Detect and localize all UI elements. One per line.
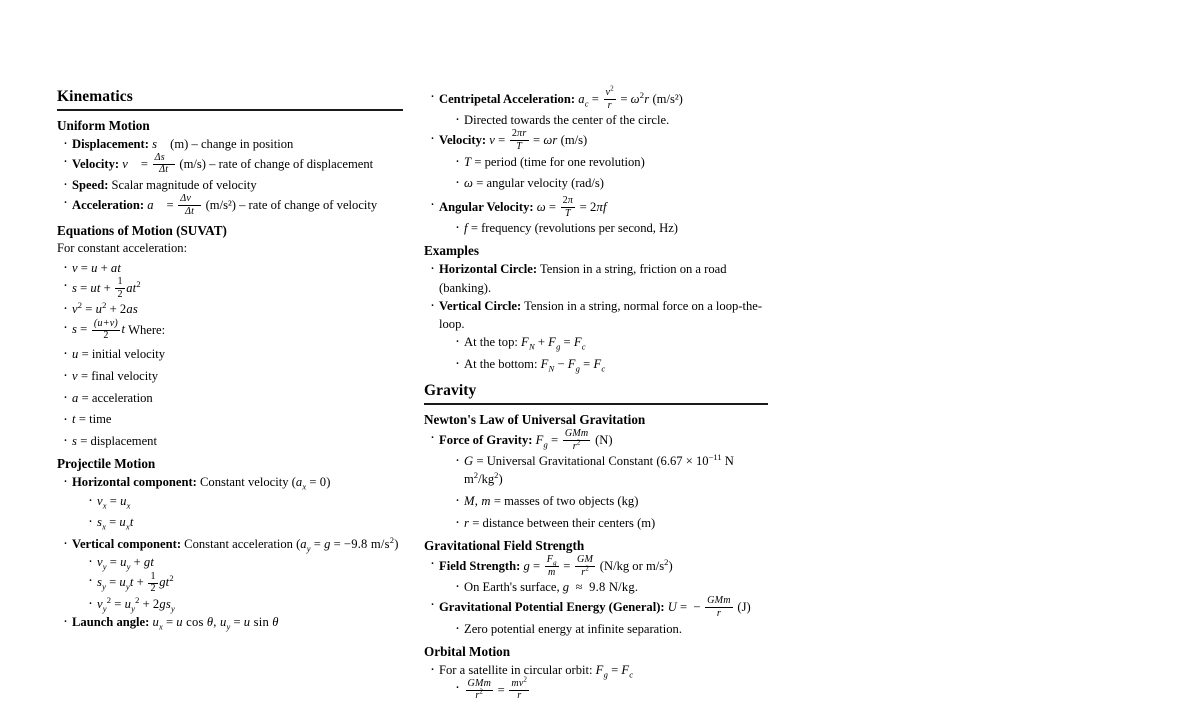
- label-at-the-top: At the top:: [464, 335, 518, 350]
- list-item: · Zero potential energy at infinite separation.: [455, 620, 768, 638]
- definition-angular-velocity: = angular velocity (rad/s): [476, 176, 604, 191]
- list-item: [455, 174, 768, 192]
- equation-at-the-bottom: $F_N - F_g = F_c$: [540, 357, 606, 374]
- text-satellite-orbit: For a satellite in circular orbit: $F_g = F_c$: [439, 662, 634, 680]
- list-item: [63, 345, 403, 363]
- right-column: [424, 85, 768, 702]
- definition-period: = period (time for one revolution): [474, 154, 645, 169]
- symbol-r: r: [464, 515, 470, 530]
- left-column: [57, 88, 403, 631]
- symbol-a: a: [72, 390, 79, 405]
- list-item: [455, 578, 768, 596]
- orbital-equation-list: [455, 676, 768, 702]
- symbol-angular-velocity: ω: [464, 176, 474, 191]
- term-field-strength: Field Strength:: [439, 558, 521, 573]
- equation-launch-angle: $u_x = u$ cos θ, $u_y = u$ sin θ: [152, 614, 279, 632]
- list-item: [63, 389, 403, 407]
- symbol-t: t: [72, 412, 76, 427]
- definition-s: = displacement: [80, 434, 157, 449]
- symbol-period: T: [464, 154, 472, 169]
- unit-gravitational-potential-energy: (J): [737, 600, 751, 615]
- list-item: [63, 432, 403, 450]
- symbol-v: v: [72, 368, 78, 383]
- uniform-motion-list: [63, 135, 403, 218]
- list-item: [88, 553, 403, 571]
- list-item: [455, 355, 768, 373]
- list-item: [455, 333, 768, 351]
- vertical-circle-conditions: [455, 333, 768, 373]
- unit-circular-velocity: (m/s): [560, 133, 588, 148]
- term-acceleration: Acceleration:: [72, 198, 145, 213]
- field-strength-note-list: [455, 578, 768, 596]
- equation-at-the-top: $F_N + F_g = F_c$: [521, 335, 586, 352]
- list-item: [455, 492, 768, 510]
- suvat-lead-text: For constant acceleration:: [57, 241, 188, 256]
- symbol-s: s: [72, 434, 78, 449]
- projectile-list: [63, 473, 403, 631]
- term-horizontal-circle: Horizontal Circle:: [439, 262, 538, 277]
- list-item: [63, 194, 403, 217]
- term-vertical-component: Vertical component:: [72, 537, 182, 552]
- symbol-frequency: f: [464, 221, 468, 236]
- section-heading-projectile-motion: Projectile Motion: [57, 456, 156, 472]
- field-strength-list: [430, 555, 768, 638]
- text-acceleration: (m/s²) – rate of change of velocity: [205, 198, 378, 213]
- list-item: · Directed towards the center of the circle.: [455, 111, 768, 129]
- equation-suvat-4: s = $\frac{(u+v)}{2}$ t: [72, 317, 126, 342]
- term-velocity: Velocity:: [72, 156, 120, 171]
- section-heading-field-strength: Gravitational Field Strength: [424, 538, 585, 554]
- list-item: [430, 297, 768, 374]
- list-item: [455, 219, 768, 237]
- symbol-G: G: [464, 454, 474, 469]
- unit-centripetal-acceleration: (m/s²): [652, 91, 683, 106]
- examples-list: [430, 260, 768, 373]
- math-field-strength: g = $\frac{F_g}{m}$ = $\frac{GM}{r^2}$: [523, 553, 594, 578]
- definition-r: = distance between their centers (m): [472, 515, 656, 530]
- equation-orbital: · $\frac{\text{GMm}}{r^2}$ = $\frac{mv^2}{r}$: [467, 676, 528, 702]
- centripetal-note-list: [455, 111, 768, 129]
- math-acceleration: a⃗ = $\frac{\Delta v⃗}{\Delta t}$: [147, 193, 199, 217]
- term-launch-angle: Launch angle:: [72, 614, 150, 629]
- list-item: [430, 85, 768, 129]
- term-circular-velocity: Velocity:: [439, 133, 487, 148]
- circular-motion-list: [430, 85, 768, 237]
- gpe-note-list: [455, 620, 768, 638]
- text-speed: Scalar magnitude of velocity: [111, 178, 257, 193]
- text-where: Where:: [128, 322, 166, 337]
- text-displacement: (m) – change in position: [170, 136, 294, 151]
- list-item: [63, 535, 403, 613]
- list-item: [88, 513, 403, 531]
- definition-G: = Universal Gravitational Constant ($6.67 \times 10^{-11}$ N $m^2/kg^2$): [464, 451, 734, 487]
- list-item: [63, 135, 403, 153]
- definition-a: = acceleration: [81, 390, 153, 405]
- section-heading-suvat: Equations of Motion (SUVAT): [57, 223, 227, 239]
- list-item: [63, 300, 403, 318]
- list-item: [430, 555, 768, 596]
- list-item: [430, 596, 768, 637]
- list-item: [88, 572, 403, 595]
- text-horizontal-component: Constant velocity $(a_x = 0)$: [200, 475, 331, 492]
- math-circular-velocity: v = $\frac{2\pi r}{T}$ = ωr: [489, 128, 558, 152]
- list-item: [63, 259, 403, 277]
- list-item: [63, 176, 403, 194]
- math-angular-velocity: ω = $\frac{2\pi}{T}$ = 2πf: [536, 195, 607, 219]
- section-heading-newtons-law: Newton's Law of Universal Gravitation: [424, 412, 646, 428]
- unit-force-of-gravity: (N): [595, 432, 613, 447]
- symbol-u: u: [72, 347, 79, 362]
- page-title-gravity: Gravity: [424, 382, 477, 400]
- list-item: [430, 661, 768, 702]
- definition-t: = time: [78, 412, 112, 427]
- list-item: [88, 595, 403, 613]
- list-item: [455, 676, 768, 702]
- equation-suvat-2: s = ut + $\frac{1}{2}$ $at^2$: [72, 276, 141, 300]
- list-item: [63, 410, 403, 428]
- list-item: [88, 492, 403, 510]
- list-item: [430, 196, 768, 237]
- title-rule-kinematics: [57, 109, 403, 111]
- unit-field-strength: (N/kg or $m/s^2$): [599, 556, 673, 573]
- newtons-law-list: [430, 429, 768, 532]
- list-item: [430, 429, 768, 532]
- vertical-equations: [88, 553, 403, 613]
- definition-masses: = masses of two objects (kg): [493, 494, 639, 509]
- definition-frequency: = frequency (revolutions per second, Hz): [470, 221, 678, 236]
- text-velocity: (m/s) – rate of change of displacement: [179, 156, 374, 171]
- section-heading-orbital-motion: Orbital Motion: [424, 643, 511, 659]
- list-item: [63, 153, 403, 176]
- list-item: [63, 319, 403, 342]
- term-centripetal-acceleration: Centripetal Acceleration:: [439, 91, 576, 106]
- newtons-law-definitions: [455, 452, 768, 532]
- term-speed: Speed:: [72, 178, 109, 193]
- horizontal-equations: [88, 492, 403, 532]
- list-item: [455, 153, 768, 171]
- math-centripetal-acceleration: $a_c$ = $\frac{v^2}{r}$ = $\omega^2r$: [578, 85, 650, 111]
- term-displacement: Displacement:: [72, 136, 149, 151]
- definition-u: = initial velocity: [81, 347, 166, 362]
- page-title-kinematics: Kinematics: [57, 88, 133, 105]
- suvat-equation-list: [63, 259, 403, 451]
- list-item: [430, 260, 768, 297]
- frequency-definition-list: [455, 219, 768, 237]
- equation-suvat-3: $v^2 = u^2 + 2as$: [72, 300, 138, 317]
- term-force-of-gravity: Force of Gravity:: [439, 432, 533, 447]
- term-vertical-circle: Vertical Circle:: [439, 298, 522, 313]
- list-item: [63, 277, 403, 300]
- math-gravitational-potential-energy: U = − $\frac{\text{GMm}}{r}$: [667, 595, 731, 619]
- orbital-motion-list: [430, 661, 768, 702]
- definition-v: = final velocity: [80, 368, 158, 383]
- text-vertical-circle: Tension in a string, normal force on a loop-the-loop.: [439, 298, 763, 332]
- section-heading-examples: Examples: [424, 243, 479, 259]
- term-horizontal-component: Horizontal component:: [72, 475, 197, 490]
- list-item: [455, 514, 768, 532]
- equation-vy-squared: $v_y^2 = u_y^2 + 2gs_y$: [97, 594, 175, 614]
- equation-suvat-1: v = u + at: [72, 260, 122, 275]
- circular-velocity-definitions: [455, 153, 768, 193]
- list-item: [63, 473, 403, 531]
- label-at-the-bottom: At the bottom:: [464, 357, 538, 372]
- equation-vx: $v_x = u_x$: [97, 493, 131, 511]
- section-heading-uniform-motion: Uniform Motion: [57, 117, 150, 133]
- symbol-masses: M, m: [464, 494, 491, 509]
- equation-vy: $v_y = u_y$ + gt: [97, 555, 155, 572]
- equation-sx: $s_x = u_xt$: [97, 515, 134, 532]
- list-item: [455, 452, 768, 489]
- equation-sy: $s_y = u_yt$ + $\frac{1}{2}$ $gt^2$: [97, 570, 174, 595]
- list-item: [63, 367, 403, 385]
- list-item: [63, 613, 403, 631]
- title-rule-gravity: [424, 403, 768, 405]
- math-displacement: s⃗: [152, 136, 168, 151]
- text-horizontal-circle: Tension in a string, friction on a road (banking).: [439, 262, 727, 295]
- term-angular-velocity: Angular Velocity:: [439, 199, 534, 214]
- math-force-of-gravity: $F_g$ = $\frac{\text{GMm}}{r^2}$: [535, 427, 589, 452]
- math-velocity: v⃗ = $\frac{\Delta s⃗}{\Delta t}$: [122, 151, 173, 176]
- term-gravitational-potential-energy: Gravitational Potential Energy (General):: [439, 600, 665, 615]
- text-vertical-component: Constant acceleration ($a_y = g = -9.8$ $m/s^2$): [184, 534, 399, 554]
- list-item: [430, 129, 768, 192]
- note-earth-surface: On Earth's surface, g ≈ 9.8 N/kg.: [464, 580, 638, 595]
